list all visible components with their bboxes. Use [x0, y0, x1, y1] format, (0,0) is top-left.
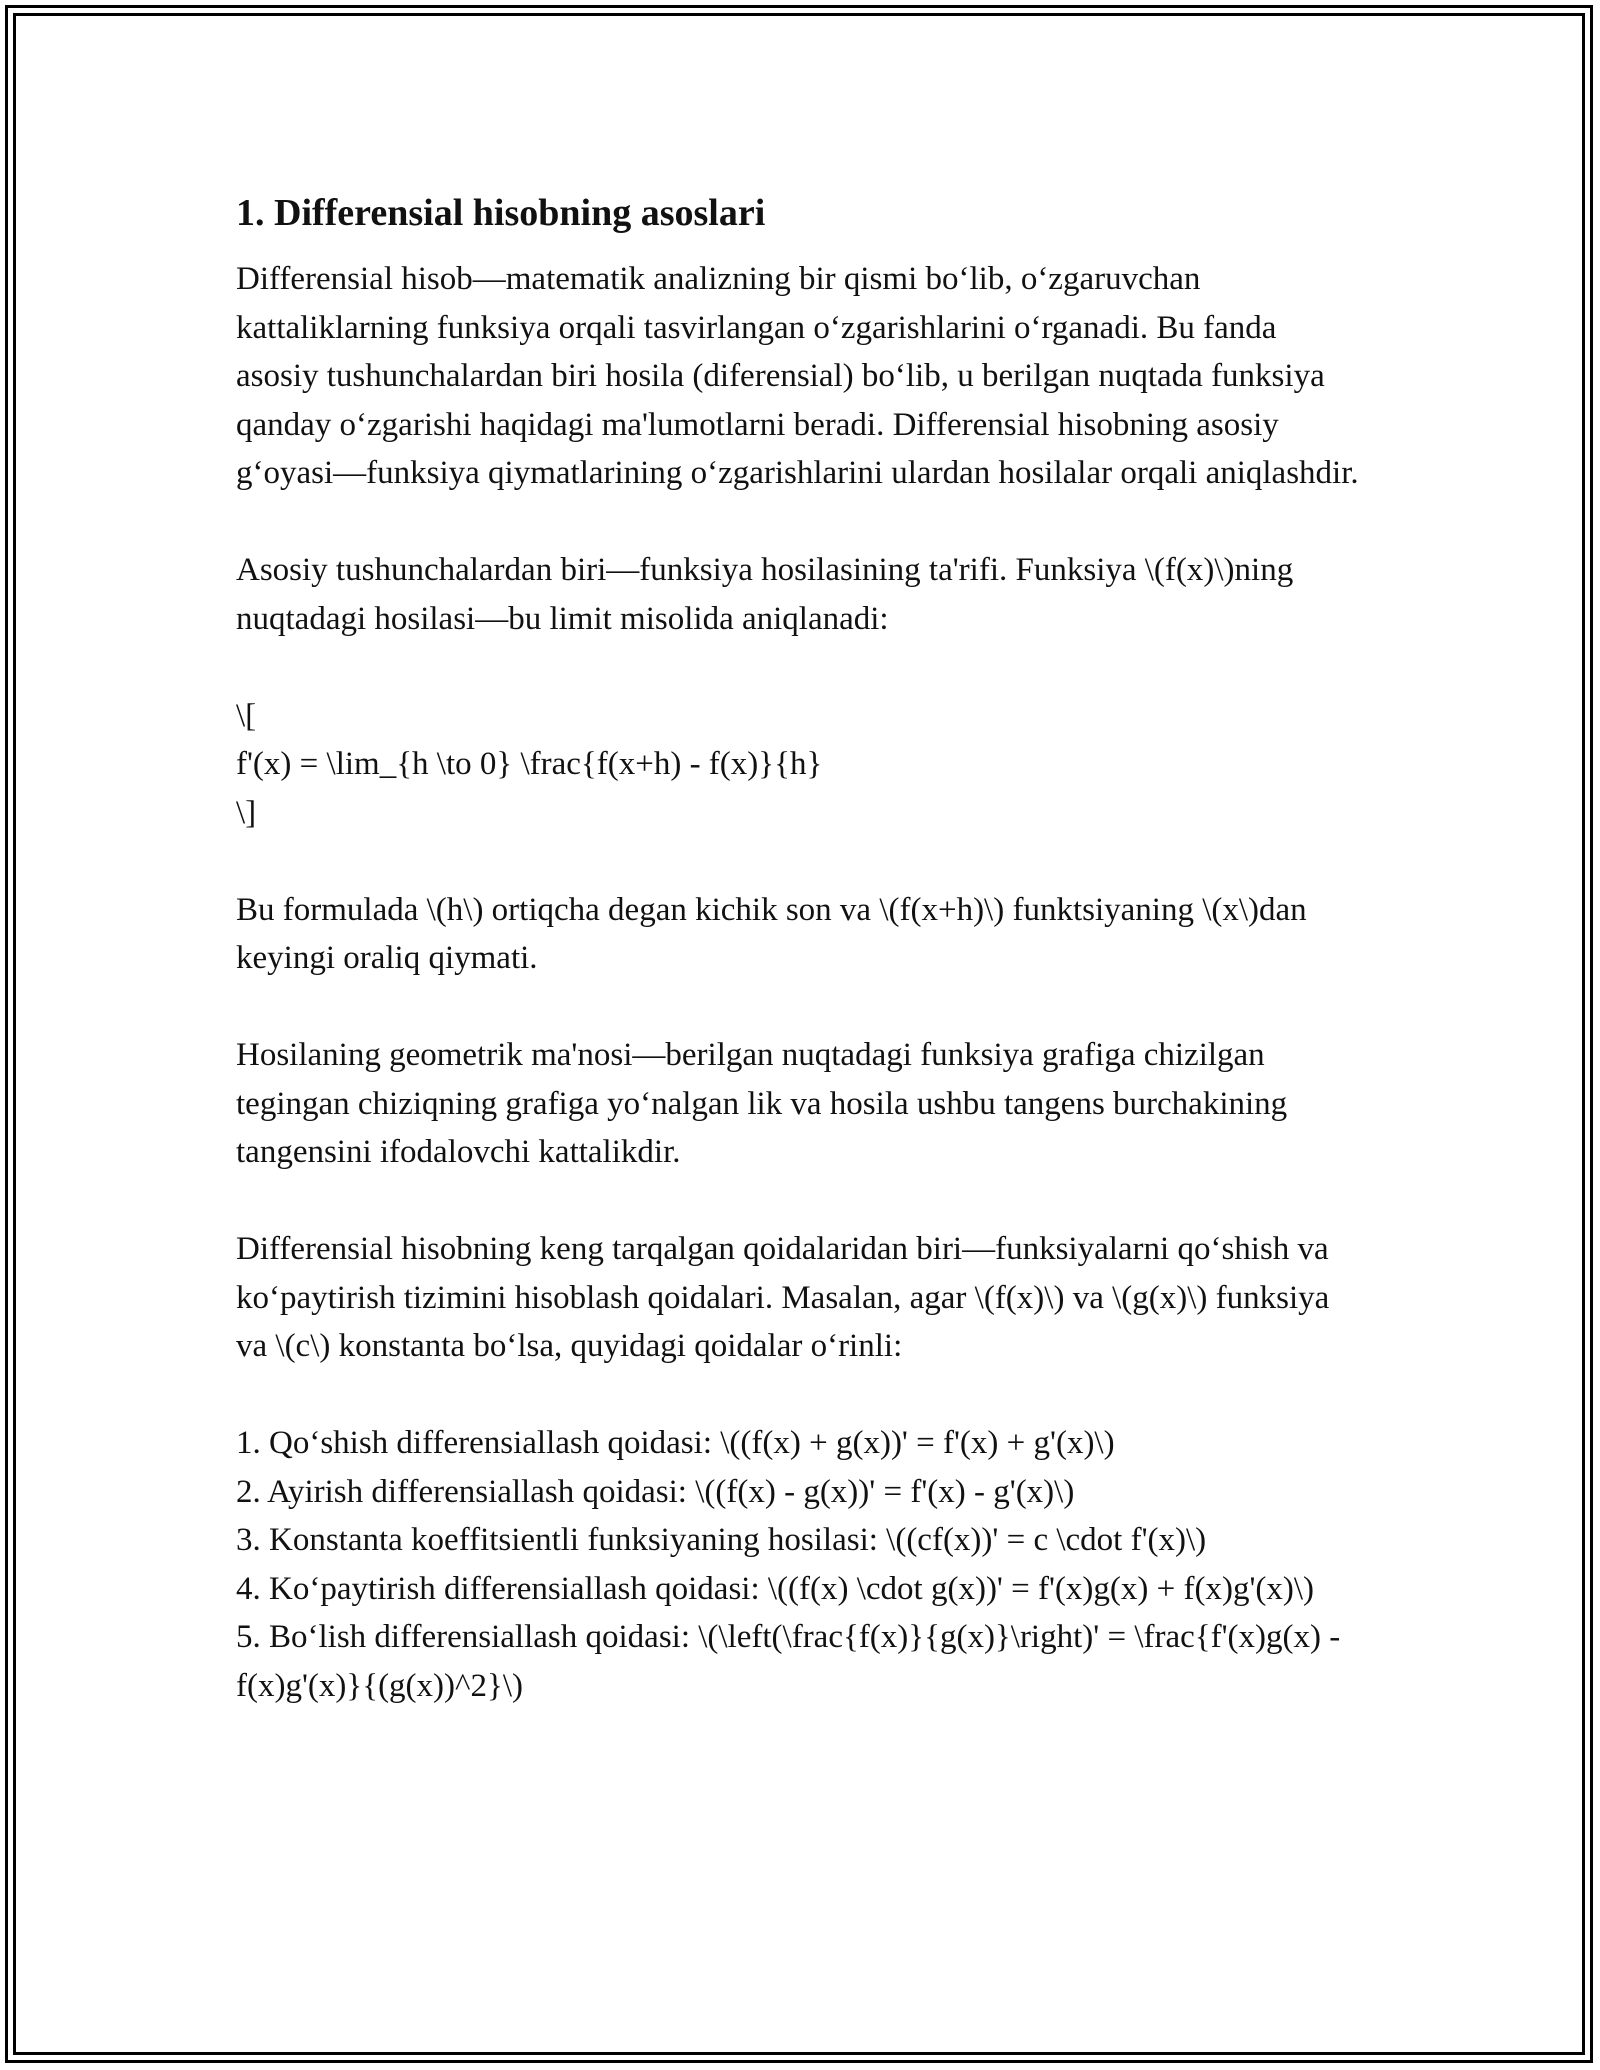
geometric-meaning-paragraph: Hosilaning geometrik ma'nosi—berilgan nuqtadagi funksiya grafiga chizilgan tegingan chiziqning grafiga yo‘nalgan lik va hosila ushbu tangens burchakining tangensini ifodalovchi kattalikdir.: [236, 1037, 1288, 1170]
section-heading: 1. Differensial hisobning asoslari: [236, 192, 766, 234]
paragraph-gap: [236, 1371, 1366, 1420]
intro-paragraph: Differensial hisob—matematik analizning bir qismi bo‘lib, o‘zgaruvchan kattaliklarning funksiya orqali tasvirlangan o‘zgarishlarini o‘rganadi. Bu fanda asosiy tushunchalardan biri hosila (diferensial) bo‘lib, u berilgan nuqtada funksiya qanday o‘zgarishi haqidagi ma'lumotlarni beradi. Differensial hisobning asosiy g‘oyasi—funksiya qiymatlarining o‘zgarishlarini ulardan hosilalar orqali aniqlashdir.: [236, 261, 1359, 491]
derivative-definition-paragraph: Asosiy tushunchalardan biri—funksiya hosilasining ta'rifi. Funksiya \(f(x)\)ning nuqtadagi hosilasi—bu limit misolida aniqlanadi:: [236, 552, 1294, 637]
document-body: [236, 180, 1366, 1710]
paragraph-gap: [236, 1177, 1366, 1226]
paragraph-gap: [236, 498, 1366, 547]
limit-formula: \[ f'(x) = \lim_{h \to 0} \frac{f(x+h) - f(x)}{h} \]: [236, 697, 823, 831]
formula-explanation-paragraph: Bu formulada \(h\) ortiqcha degan kichik son va \(f(x+h)\) funktsiyaning \(x\)dan keyingi oraliq qiymati.: [236, 891, 1307, 976]
paragraph-gap: [236, 983, 1366, 1032]
paragraph-gap: [236, 643, 1366, 692]
rules-intro-paragraph: Differensial hisobning keng tarqalgan qoidalaridan biri—funksiyalarni qo‘shish va ko‘paytirish tizimini hisoblash qoidalari. Masalan, agar \(f(x)\) va \(g(x)\) funksiya va \(c\) konstanta bo‘lsa, quyidagi qoidalar o‘rinli:: [236, 1231, 1330, 1364]
rule-item-product: 4. Ko‘paytirish differensiallash qoidasi: \((f(x) \cdot g(x))' = f'(x)g(x) + f(x)g'(x)\): [236, 1570, 1315, 1607]
rule-item-difference: 2. Ayirish differensiallash qoidasi: \((f(x) - g(x))' = f'(x) - g'(x)\): [236, 1473, 1075, 1510]
rule-item-sum: 1. Qo‘shish differensiallash qoidasi: \((f(x) + g(x))' = f'(x) + g'(x)\): [236, 1425, 1115, 1461]
rule-item-constant: 3. Konstanta koeffitsientli funksiyaning hosilasi: \((cf(x))' = c \cdot f'(x)\): [236, 1522, 1207, 1558]
rules-list: [236, 1419, 1366, 1710]
paragraph-gap: [236, 837, 1366, 886]
rule-item-quotient: 5. Bo‘lish differensiallash qoidasi: \(\left(\frac{f(x)}{g(x)}\right)' = \frac{f'(x)g(x) - f(x)g'(x)}{(g(x))^2}\): [236, 1619, 1341, 1704]
